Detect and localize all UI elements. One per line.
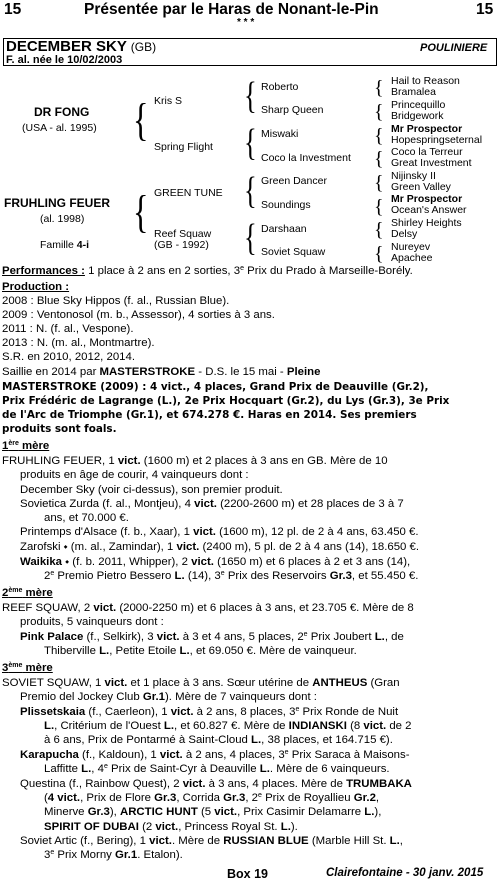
page-number-right: 15	[476, 1, 494, 18]
stallion-para-line: Prix Frédéric de Lagrange (L.), 2e Prix Hocquart (Gr.2), du Lys (Gr.3), 3e Prix	[2, 395, 450, 407]
horse-category: POULINIERE	[420, 42, 488, 54]
pedigree-gen4: Green Valley	[391, 181, 451, 193]
pedigree-gen2: (GB - 1992)	[154, 239, 209, 251]
pedigree-gen4: Nijinsky II	[391, 170, 436, 182]
production-line: 2013 : N. (m. al., Montmartre).	[2, 337, 155, 349]
horse-birth: F. al. née le 10/02/2003	[6, 54, 123, 66]
dam-name: FRUHLING FEUER	[4, 196, 110, 210]
pedigree-gen3: Soviet Squaw	[261, 246, 326, 258]
first-dam-heading: 1ère mère	[2, 440, 50, 452]
dam-info: (al. 1998)	[40, 213, 85, 225]
pedigree-gen4: Shirley Heights	[391, 217, 462, 229]
bracket: {	[133, 186, 149, 237]
production-line: 2008 : Blue Sky Hippos (f. al., Russian Blue).	[2, 295, 230, 307]
stallion-para-line: de l'Arc de Triomphe (Gr.1), et 674.278 €. Haras en 2014. Ses premiers	[2, 409, 417, 421]
third-dam-heading: 3ème mère	[2, 662, 53, 674]
pedigree-gen4: Apachee	[391, 252, 433, 264]
pedigree-gen3: Green Dancer	[261, 175, 327, 187]
bracket: {	[374, 148, 384, 170]
bracket: {	[374, 77, 384, 99]
pedigree-gen4: Bramalea	[391, 86, 436, 98]
pedigree-gen4: Coco la Terreur	[391, 146, 463, 158]
bracket: {	[244, 122, 257, 164]
pedigree-gen4: Ocean's Answer	[391, 204, 467, 216]
bracket: {	[244, 75, 257, 117]
second-dam-heading: 2ème mère	[2, 587, 53, 599]
sire-info: (USA - al. 1995)	[22, 122, 97, 134]
page-number-left: 15	[4, 1, 22, 18]
pedigree-gen3: Roberto	[261, 81, 299, 93]
production-line: 2009 : Ventonosol (m. b., Assessor), 4 sorties à 3 ans.	[2, 309, 275, 321]
saillie-line: Saillie en 2014 par MASTERSTROKE - D.S. le 15 mai - Pleine	[2, 366, 321, 378]
stallion-para-line: produits sont foals.	[2, 423, 117, 435]
bracket: {	[374, 196, 384, 218]
bracket: {	[133, 94, 149, 145]
pedigree-gen4: Hail to Reason	[391, 75, 460, 87]
bracket: {	[244, 170, 257, 212]
performances: Performances : 1 place à 2 ans en 2 sorties, 3e Prix du Prado à Marseille-Borély.	[2, 265, 413, 277]
pedigree-gen2: Kris S	[154, 95, 183, 107]
pedigree-gen4: Mr Prospector	[391, 123, 463, 135]
bracket: {	[374, 101, 384, 123]
production-line: S.R. en 2010, 2012, 2014.	[2, 351, 135, 363]
pedigree-gen3: Darshaan	[261, 223, 307, 235]
bracket: {	[374, 219, 384, 241]
pedigree-gen2: Reef Squaw	[154, 228, 212, 240]
box-number: Box 19	[227, 867, 268, 881]
pedigree-gen4: Great Investment	[391, 157, 472, 169]
sire-name: DR FONG	[34, 105, 90, 119]
pedigree-gen3: Sharp Queen	[261, 104, 324, 116]
bracket: {	[374, 172, 384, 194]
pedigree-gen4: Nureyev	[391, 241, 431, 253]
dam-family: Famille 4-i	[40, 239, 90, 251]
pedigree-gen3: Coco la Investment	[261, 152, 351, 164]
pedigree-gen4: Mr Prospector	[391, 193, 463, 205]
header-stars: * * *	[237, 17, 255, 28]
pedigree-gen2: GREEN TUNE	[154, 187, 223, 199]
sale-info: Clairefontaine - 30 janv. 2015	[326, 867, 484, 879]
horse-name: DECEMBER SKY (GB)	[6, 38, 157, 55]
bracket: {	[374, 125, 384, 147]
production-heading: Production :	[2, 281, 70, 293]
pedigree-gen4: Hopespringseternal	[391, 134, 483, 146]
pedigree-gen2: Spring Flight	[154, 141, 213, 153]
pedigree-gen4: Princequillo	[391, 99, 446, 111]
pedigree-gen3: Soundings	[261, 199, 311, 211]
pedigree-gen4: Delsy	[391, 228, 418, 240]
bracket: {	[374, 243, 384, 265]
page-title: Présentée par le Haras de Nonant-le-Pin	[84, 1, 379, 18]
production-line: 2011 : N. (f. al., Vespone).	[2, 323, 134, 335]
stallion-para-line: MASTERSTROKE (2009) : 4 vict., 4 places, Grand Prix de Deauville (Gr.2),	[2, 381, 429, 393]
bracket: {	[244, 217, 257, 259]
pedigree-gen4: Bridgework	[391, 110, 444, 122]
pedigree-gen3: Miswaki	[261, 128, 299, 140]
